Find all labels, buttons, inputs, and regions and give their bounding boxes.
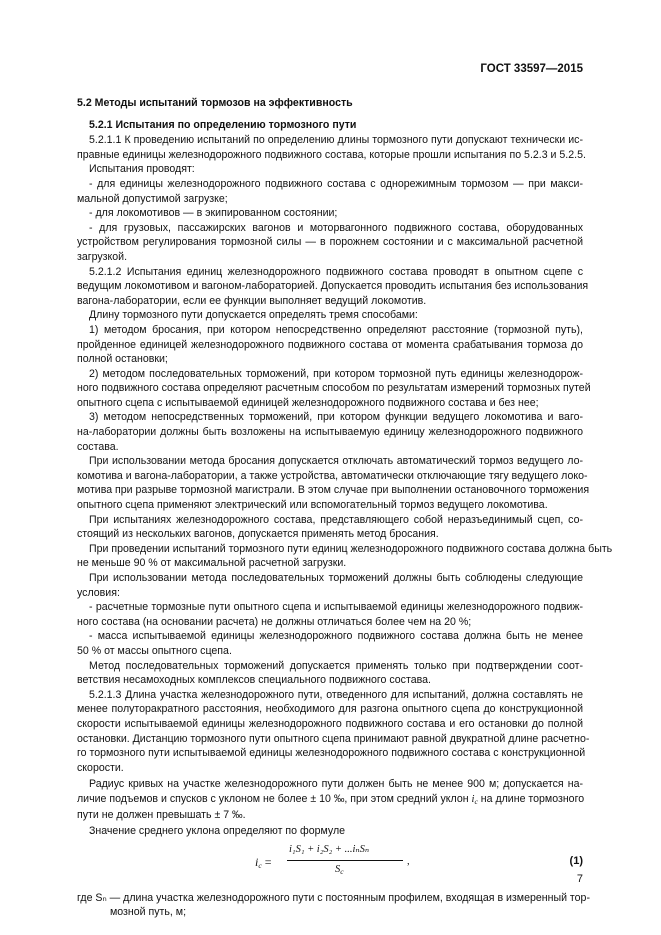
text-fragment: личие подъемов и спусков с уклоном не более ± 10 ‰, при этом средний уклон: [77, 792, 469, 805]
text-line: 50 % от массы опытного сцепа.: [77, 644, 232, 657]
text-line: полной остановки;: [77, 353, 168, 366]
text-line: вагона-лаборатории, если ее функции выполняет ведущий локомотив.: [77, 294, 427, 307]
text-fragment: на длине тормозного: [477, 792, 585, 805]
text-line: комотива и вагона-лаборатории, а также устройства, автоматически отключающие тягу ведущего локо-: [77, 469, 588, 482]
formula-lhs: [255, 855, 271, 870]
text-line: где Sₙ — длина участка железнодорожного пути с постоянным профилем, входящая в измеренный тор-: [77, 891, 590, 904]
text-line: ведущим локомотивом и вагоном-лабораторией. Допускается проводить испытания без использования: [77, 280, 589, 293]
formula-comma: ,: [407, 855, 410, 867]
text-line: - расчетные тормозные пути опытного сцепа и испытываемой единицы железнодорожного подвиж-: [89, 601, 583, 614]
text-line: остановки. Дистанцию тормозного пути опытного сцепа принимают равной двукратной длине расчетно-: [77, 732, 590, 745]
text-line: - для локомотивов — в экипированном состоянии;: [89, 207, 338, 220]
formula-equals: =: [264, 854, 272, 869]
text-line: При использовании метода бросания допускается отключать автоматический тормоз ведущего ло-: [89, 455, 583, 468]
text-line: го тормозного пути испытываемой единицы железнодорожного подвижного состава с конструкционной: [77, 747, 586, 760]
text-line: При использовании метода последовательных торможений должны быть соблюдены следующие: [89, 572, 583, 584]
subsection-heading: 5.2.1 Испытания по определению тормозного пути: [89, 118, 357, 131]
section-heading: 5.2 Методы испытаний тормозов на эффективность: [77, 97, 353, 109]
text-line: опытного сцепа применяют электрический или вспомогательный тормоз ведущего локомотива.: [77, 499, 548, 512]
text-line: состава.: [77, 440, 119, 453]
standard-id-header: ГОСТ 33597—2015: [480, 63, 583, 75]
text-line: ного состава (на основании расчета) не должны отличаться более чем на 20 %;: [77, 615, 472, 628]
formula-numerator: i₁S₁ + i₂S₂ + ...iₙSₙ: [289, 843, 370, 855]
text-line: Метод последовательных торможений допускается применять только при подтверждении соот-: [89, 659, 583, 672]
equation-number: (1): [569, 854, 583, 867]
text-line: стоящий из нескольких вагонов, допускается применять метод бросания.: [77, 528, 439, 541]
formula-den-var: S: [335, 863, 341, 875]
text-line: - для грузовых, пассажирских вагонов и моторвагонного подвижного состава, оборудованных: [89, 221, 583, 234]
text-line: не меньше 90 % от максимальной расчетной загрузки.: [77, 557, 347, 570]
text-line: пройденное единицей железнодорожного подвижного состава от момента срабатывания тормоза до: [77, 338, 583, 351]
formula-lhs-var: i: [255, 854, 259, 869]
text-line: Длину тормозного пути допускается определять тремя способами:: [89, 309, 418, 322]
text-line: мотива при разрыве тормозной магистрали. В этом случае при выполнении остановочного торможения: [77, 484, 590, 497]
text-line: мальной допустимой загрузке;: [77, 192, 228, 205]
text-line: менее полуторакратного расстояния, необходимого для разгона опытного сцепа до конструкционной: [77, 703, 583, 716]
inline-var-i: i: [471, 793, 475, 805]
formula-lhs-sub: c: [258, 860, 262, 870]
text-line: 5.2.1.3 Длина участка железнодорожного пути, отведенного для испытаний, должна составлять не: [89, 688, 583, 701]
text-line: 5.2.1.1 К проведению испытаний по определению длины тормозного пути допускают технически ис-: [89, 134, 583, 147]
text-line: - для единицы железнодорожного подвижного состава с однорежимным тормозом — при макси-: [89, 177, 583, 190]
text-line: ветствия несамоходных комплексов специального подвижного состава.: [77, 674, 431, 687]
text-line: 1) методом бросания, при котором непосредственно определяют расстояние (тормозной путь),: [89, 323, 583, 336]
text-line: [77, 792, 583, 808]
text-line: 5.2.1.2 Испытания единиц железнодорожного подвижного состава проводят в опытном сцепе с: [89, 265, 583, 278]
text-line: скорости испытываемой единицы железнодорожного подвижного состава и его остановки до полной: [77, 717, 583, 730]
text-line: опытного сцепа с испытываемой единицей железнодорожного подвижного состава и без нее;: [77, 396, 539, 409]
text-line: При проведении испытаний тормозного пути единиц железнодорожного подвижного состава должна быть: [89, 542, 613, 555]
text-line: условия:: [77, 586, 120, 599]
inline-var-sub: c: [474, 796, 478, 806]
text-line: Испытания проводят:: [89, 163, 195, 176]
page-content: [77, 96, 613, 920]
text-line: пути не должен превышать ± 7 ‰.: [77, 808, 246, 821]
text-line: мозной путь, м;: [110, 906, 187, 919]
fraction-bar: [287, 860, 403, 861]
text-line: на-лаборатории должны быть возложены на испытываемую единицу железнодорожного подвижного: [77, 426, 583, 439]
text-line: Значение среднего уклона определяют по формуле: [89, 825, 346, 838]
text-line: правные единицы железнодорожного подвижного состава, которые прошли испытания по 5.2.3 и 5.2.5.: [77, 148, 586, 161]
page-number: 7: [576, 873, 583, 885]
text-line: При испытаниях железнодорожного состава, представляющего собой неразъединимый сцеп, со-: [89, 513, 583, 526]
formula-denominator: [335, 863, 344, 878]
formula-1: [77, 843, 583, 885]
text-line: 3) методом непосредственных торможений, при котором функции ведущего локомотива и ваго-: [89, 411, 583, 424]
text-line: - масса испытываемой единицы железнодорожного подвижного состава должна быть не менее: [89, 630, 583, 643]
text-line: загрузкой.: [77, 250, 128, 263]
text-line: устройством регулирования тормозной силы — в порожнем состоянии и с максимальной расчетной: [77, 236, 583, 249]
formula-den-sub: c: [340, 866, 344, 876]
text-line: ного подвижного состава определяют расчетным способом по результатам измерений тормозных путей: [77, 382, 591, 395]
text-line: скорости.: [77, 761, 124, 774]
text-line: Радиус кривых на участке железнодорожного пути должен быть не менее 900 м; допускается на-: [89, 778, 583, 791]
text-line: 2) методом последовательных торможений, при котором тормозной путь единицы железнодорож-: [89, 367, 583, 380]
